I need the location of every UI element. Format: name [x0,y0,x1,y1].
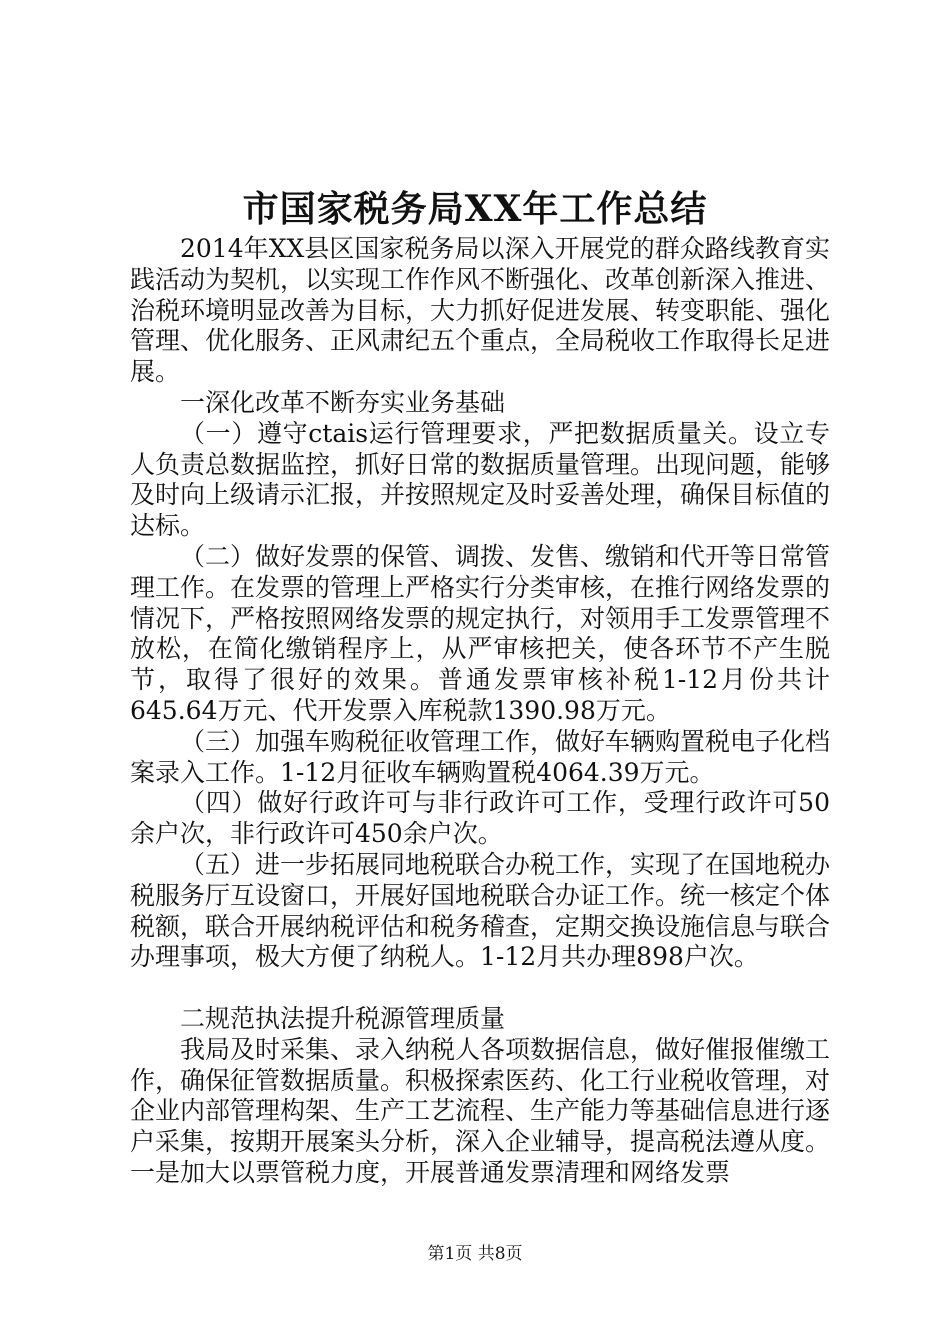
paragraph-section-2: 我局及时采集、录入纳税人各项数据信息，做好催报催缴工作，确保征管数据质量。积极探索医药、化工行业税收管理，对企业内部管理构架、生产工艺流程、生产能力等基础信息进行逐户采集，按期开展案头分析，深入企业辅导，提高税法遵从度。一是加大以票管税力度，开展普通发票清理和网络发票 [130,1034,831,1187]
section-heading-2: 二规范执法提升税源管理质量 [180,1003,506,1033]
section-heading-1: 一深化改革不断夯实业务基础 [180,387,506,417]
document-body [130,234,830,1189]
paragraph-intro: 2014年XX县区国家税务局以深入开展党的群众路线教育实践活动为契机，以实现工作作风不断强化、改革创新深入推进、治税环境明显改善为目标，大力抓好促进发展、转变职能、强化管理、优化服务、正风肃纪五个重点，全局税收工作取得长足进展。 [130,234,831,387]
paragraph-item-1: （一）遵守ctais运行管理要求，严把数据质量关。设立专人负责总数据监控，抓好日常的数据质量管理。出现问题，能够及时向上级请示汇报，并按照规定及时妥善处理，确保目标值的达标。 [130,418,831,541]
page-number-footer: 第1页 共8页 [427,1244,523,1264]
document-title: 市国家税务局XX年工作总结 [242,188,708,230]
paragraph-item-4: （四）做好行政许可与非行政许可工作，受理行政许可50余户次，非行政许可450余户次。 [130,788,830,849]
paragraph-item-2: （二）做好发票的保管、调拨、发售、缴销和代开等日常管理工作。在发票的管理上严格实行分类审核，在推行网络发票的情况下，严格按照网络发票的规定执行，对领用手工发票管理不放松，在简化缴销程序上，从严审核把关，使各环节不产生脱节，取得了很好的效果。普通发票审核补税1-12月份共计645.64万元、代开发票入库税款1390.98万元。 [130,541,831,725]
paragraph-item-5: （五）进一步拓展同地税联合办税工作，实现了在国地税办税服务厅互设窗口，开展好国地税联合办证工作。统一核定个体税额，联合开展纳税评估和税务稽查，定期交换设施信息与联合办理事项，极大方便了纳税人。1-12月共办理898户次。 [130,849,831,972]
paragraph-gap [130,973,830,1004]
paragraph-item-3: （三）加强车购税征收管理工作，做好车辆购置税电子化档案录入工作。1-12月征收车辆购置税4064.39万元。 [130,726,831,787]
